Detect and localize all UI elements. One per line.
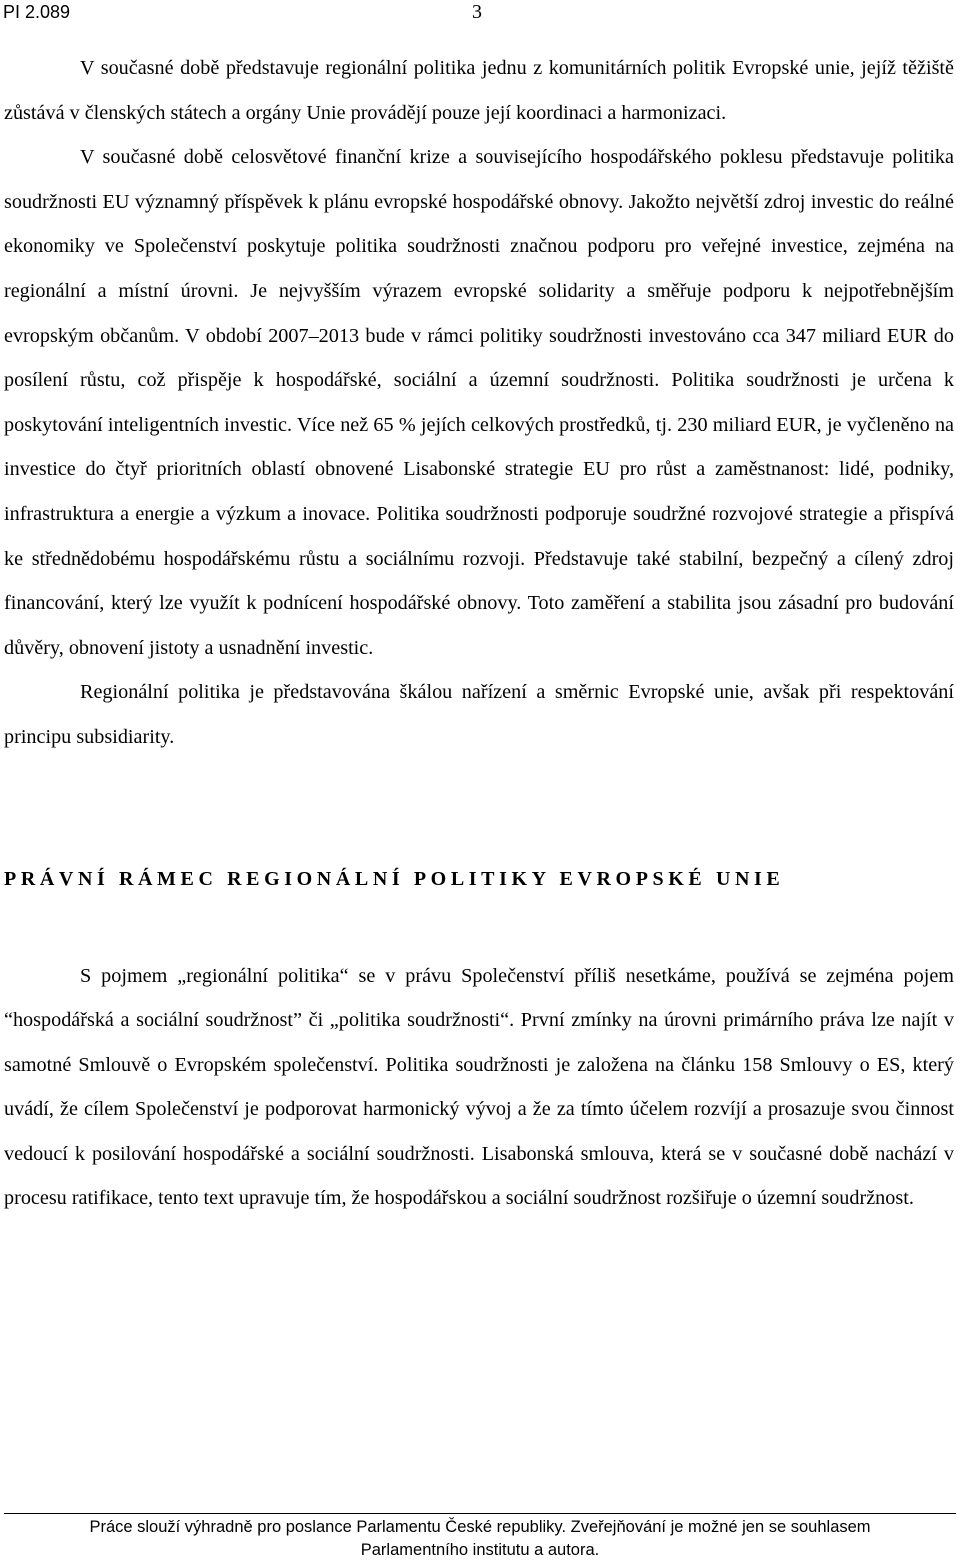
paragraph-legal-framework: S pojmem „regionální politika“ se v právu Společenství příliš nesetkáme, používá se zejména pojem “hospodářská a sociální soudržnost” či „politika soudržnosti“. První zmínky na úrovni primárního práva lze najít v samotné Smlouvě o Evropském společenství. Politika soudržnosti je založena na článku 158 Smlouvy o ES, který uvádí, že cílem Společenství je podporovat harmonický vývoj a že za tímto účelem rozvíjí a prosazuje svou činnost vedoucí k posilování hospodářské a sociální soudržnosti. Lisabonská smlouva, která se v současné době nachází v procesu ratifikace, tento text upravuje tím, že hospodářskou a sociální soudržnost rozšiřuje o územní soudržnost. bbox=[4, 964, 954, 1210]
document-body bbox=[4, 46, 954, 1221]
paragraph-intro: V současné době představuje regionální politika jednu z komunitárních politik Evropské unie, jejíž těžiště zůstává v členských státech a orgány Unie provádějí pouze její koordinaci a harmonizaci. bbox=[4, 57, 954, 124]
page-header bbox=[0, 0, 960, 28]
page-footer bbox=[0, 1513, 960, 1562]
paragraph-subsidiarity: Regionální politika je představována škálou nařízení a směrnic Evropské unie, avšak při respektování principu subsidiarity. bbox=[4, 681, 954, 748]
document-id: PI 2.089 bbox=[3, 2, 71, 22]
section-title: PRÁVNÍ RÁMEC REGIONÁLNÍ POLITIKY EVROPSKÉ UNIE bbox=[4, 867, 785, 890]
footer-notice-line-2: Parlamentního institutu a autora. bbox=[360, 1541, 600, 1559]
paragraph-cohesion-policy: V současné době celosvětové finanční krize a souvisejícího hospodářského poklesu představuje politika soudržnosti EU významný příspěvek k plánu evropské hospodářské obnovy. Jakožto největší zdroj investic do reálné ekonomiky ve Společenství poskytuje politika soudržnosti značnou podporu pro veřejné investice, zejména na regionální a místní úrovni. Je nejvyšším výrazem evropské solidarity a směřuje podporu k nejpotřebnějším evropským občanům. V období 2007–2013 bude v rámci politiky soudržnosti investováno cca 347 miliard EUR do posílení růstu, což přispěje k hospodářské, sociální a územní soudržnosti. Politika soudržnosti je určena k poskytování inteligentních investic. Více než 65 % jejích celkových prostředků, tj. 230 miliard EUR, je vyčleněno na investice do čtyř prioritních oblastí obnovené Lisabonské strategie EU pro růst a zaměstnanost: lidé, podniky, infrastruktura a energie a výzkum a inovace. Politika soudržnosti podporuje soudržné rozvojové strategie a přispívá ke střednědobému hospodářskému růstu a sociálnímu rozvoji. Představuje také stabilní, bezpečný a cílený zdroj financování, který lze využít k podnícení hospodářské obnovy. Toto zaměření a stabilita jsou zásadní pro budování důvěry, obnovení jistoty a usnadnění investic. bbox=[4, 146, 954, 659]
page-number: 3 bbox=[472, 1, 482, 23]
footer-notice-line-1: Práce slouží výhradně pro poslance Parlamentu České republiky. Zveřejňování je možné jen se souhlasem bbox=[89, 1518, 871, 1536]
footer-notice bbox=[0, 1514, 960, 1562]
